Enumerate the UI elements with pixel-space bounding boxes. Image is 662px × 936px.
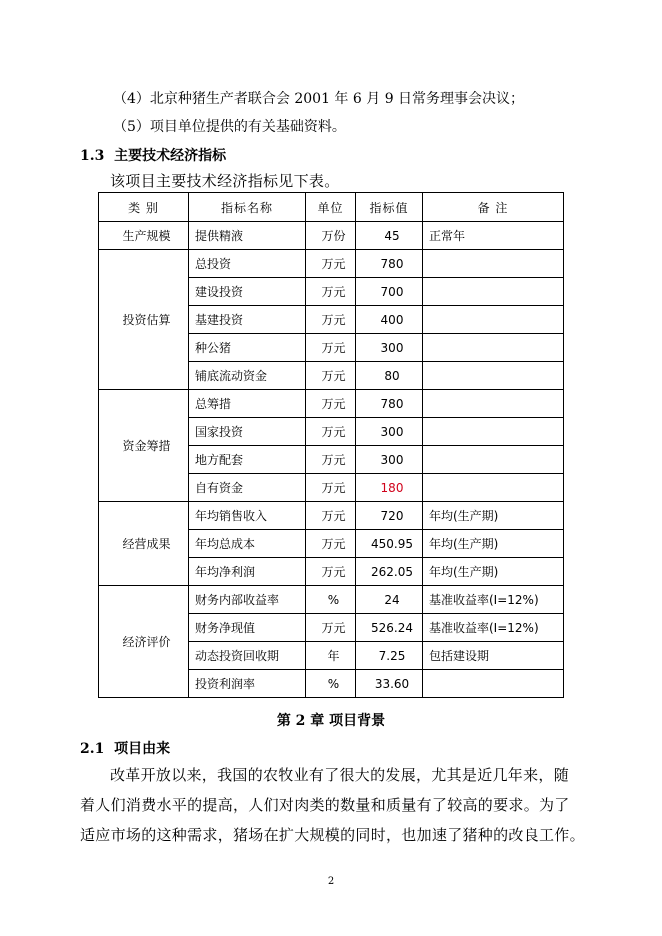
value-cell: 33.60 (356, 670, 423, 698)
indicator-name-cell: 自有资金 (189, 474, 306, 502)
note-cell (423, 334, 564, 362)
unit-cell: 万元 (306, 362, 356, 390)
table-row (99, 390, 564, 418)
reference-item-5: （5）项目单位提供的有关基础资料。 (113, 119, 346, 135)
value-cell: 780 (356, 250, 423, 278)
value-cell: 24 (356, 586, 423, 614)
unit-cell: 万份 (306, 222, 356, 250)
unit-cell: 万元 (306, 614, 356, 642)
note-cell: 包括建设期 (423, 642, 564, 670)
note-cell: 基准收益率(I=12%) (423, 586, 564, 614)
unit-cell: 万元 (306, 278, 356, 306)
table-row (99, 586, 564, 614)
indicator-name-cell: 地方配套 (189, 446, 306, 474)
indicator-name-cell: 国家投资 (189, 418, 306, 446)
value-cell: 780 (356, 390, 423, 418)
header-value: 指标值 (356, 193, 423, 222)
note-cell (423, 418, 564, 446)
unit-cell: 万元 (306, 474, 356, 502)
value-cell: 262.05 (356, 558, 423, 586)
indicator-table (98, 192, 564, 698)
table-row (99, 502, 564, 530)
note-cell (423, 670, 564, 698)
value-cell: 300 (356, 446, 423, 474)
value-cell: 450.95 (356, 530, 423, 558)
category-cell: 投资估算 (99, 250, 189, 390)
unit-cell: 万元 (306, 306, 356, 334)
section-title: 项目由来 (114, 741, 171, 757)
value-cell: 526.24 (356, 614, 423, 642)
note-cell (423, 250, 564, 278)
indicator-name-cell: 投资利润率 (189, 670, 306, 698)
value-cell: 300 (356, 418, 423, 446)
indicator-name-cell: 年均净利润 (189, 558, 306, 586)
value-cell: 700 (356, 278, 423, 306)
note-cell: 年均(生产期) (423, 558, 564, 586)
table-intro: 该项目主要技术经济指标见下表。 (110, 172, 340, 190)
chapter-title: 第 2 章 项目背景 (276, 713, 386, 729)
paragraph-line: 着人们消费水平的提高，人们对肉类的数量和质量有了较高的要求。为了 (80, 796, 570, 814)
table-row (99, 250, 564, 278)
value-cell: 720 (356, 502, 423, 530)
section-heading-1-3 (80, 145, 226, 165)
indicator-name-cell: 总投资 (189, 250, 306, 278)
value-cell: 7.25 (356, 642, 423, 670)
value-cell: 45 (356, 222, 423, 250)
section-heading-2-1 (80, 738, 170, 758)
unit-cell: 万元 (306, 390, 356, 418)
unit-cell: % (306, 586, 356, 614)
indicator-name-cell: 年均总成本 (189, 530, 306, 558)
indicator-name-cell: 种公猪 (189, 334, 306, 362)
header-indicator-name: 指标名称 (189, 193, 306, 222)
section-number: 1.3 (80, 148, 105, 164)
note-cell: 年均(生产期) (423, 502, 564, 530)
note-cell (423, 474, 564, 502)
category-cell: 生产规模 (99, 222, 189, 250)
indicator-name-cell: 总筹措 (189, 390, 306, 418)
section-number: 2.1 (80, 741, 105, 757)
category-cell: 经济评价 (99, 586, 189, 698)
indicator-name-cell: 提供精液 (189, 222, 306, 250)
indicator-name-cell: 年均销售收入 (189, 502, 306, 530)
value-cell: 300 (356, 334, 423, 362)
unit-cell: 万元 (306, 334, 356, 362)
table-header-row (99, 193, 564, 222)
reference-item-4: （4）北京种猪生产者联合会 2001 年 6 月 9 日常务理事会决议； (113, 91, 525, 107)
indicator-name-cell: 动态投资回收期 (189, 642, 306, 670)
unit-cell: % (306, 670, 356, 698)
section-title: 主要技术经济指标 (114, 148, 227, 164)
note-cell: 年均(生产期) (423, 530, 564, 558)
header-note: 备 注 (423, 193, 564, 222)
paragraph-line: 改革开放以来，我国的农牧业有了很大的发展，尤其是近几年来，随 (110, 766, 570, 784)
note-cell (423, 390, 564, 418)
header-unit: 单位 (306, 193, 356, 222)
note-cell (423, 362, 564, 390)
page-number: 2 (327, 876, 335, 887)
category-cell: 经营成果 (99, 502, 189, 586)
note-cell: 基准收益率(I=12%) (423, 614, 564, 642)
paragraph-line: 适应市场的这种需求，猪场在扩大规模的同时，也加速了猪种的改良工作。 (80, 826, 585, 844)
unit-cell: 年 (306, 642, 356, 670)
indicator-name-cell: 铺底流动资金 (189, 362, 306, 390)
unit-cell: 万元 (306, 502, 356, 530)
indicator-name-cell: 建设投资 (189, 278, 306, 306)
note-cell: 正常年 (423, 222, 564, 250)
header-category: 类 别 (99, 193, 189, 222)
note-cell (423, 446, 564, 474)
indicator-name-cell: 财务净现值 (189, 614, 306, 642)
table-row (99, 222, 564, 250)
value-cell: 400 (356, 306, 423, 334)
unit-cell: 万元 (306, 250, 356, 278)
unit-cell: 万元 (306, 418, 356, 446)
note-cell (423, 278, 564, 306)
unit-cell: 万元 (306, 446, 356, 474)
indicator-name-cell: 财务内部收益率 (189, 586, 306, 614)
category-cell: 资金筹措 (99, 390, 189, 502)
unit-cell: 万元 (306, 530, 356, 558)
note-cell (423, 306, 564, 334)
value-cell: 80 (356, 362, 423, 390)
value-cell: 180 (356, 474, 423, 502)
indicator-name-cell: 基建投资 (189, 306, 306, 334)
unit-cell: 万元 (306, 558, 356, 586)
